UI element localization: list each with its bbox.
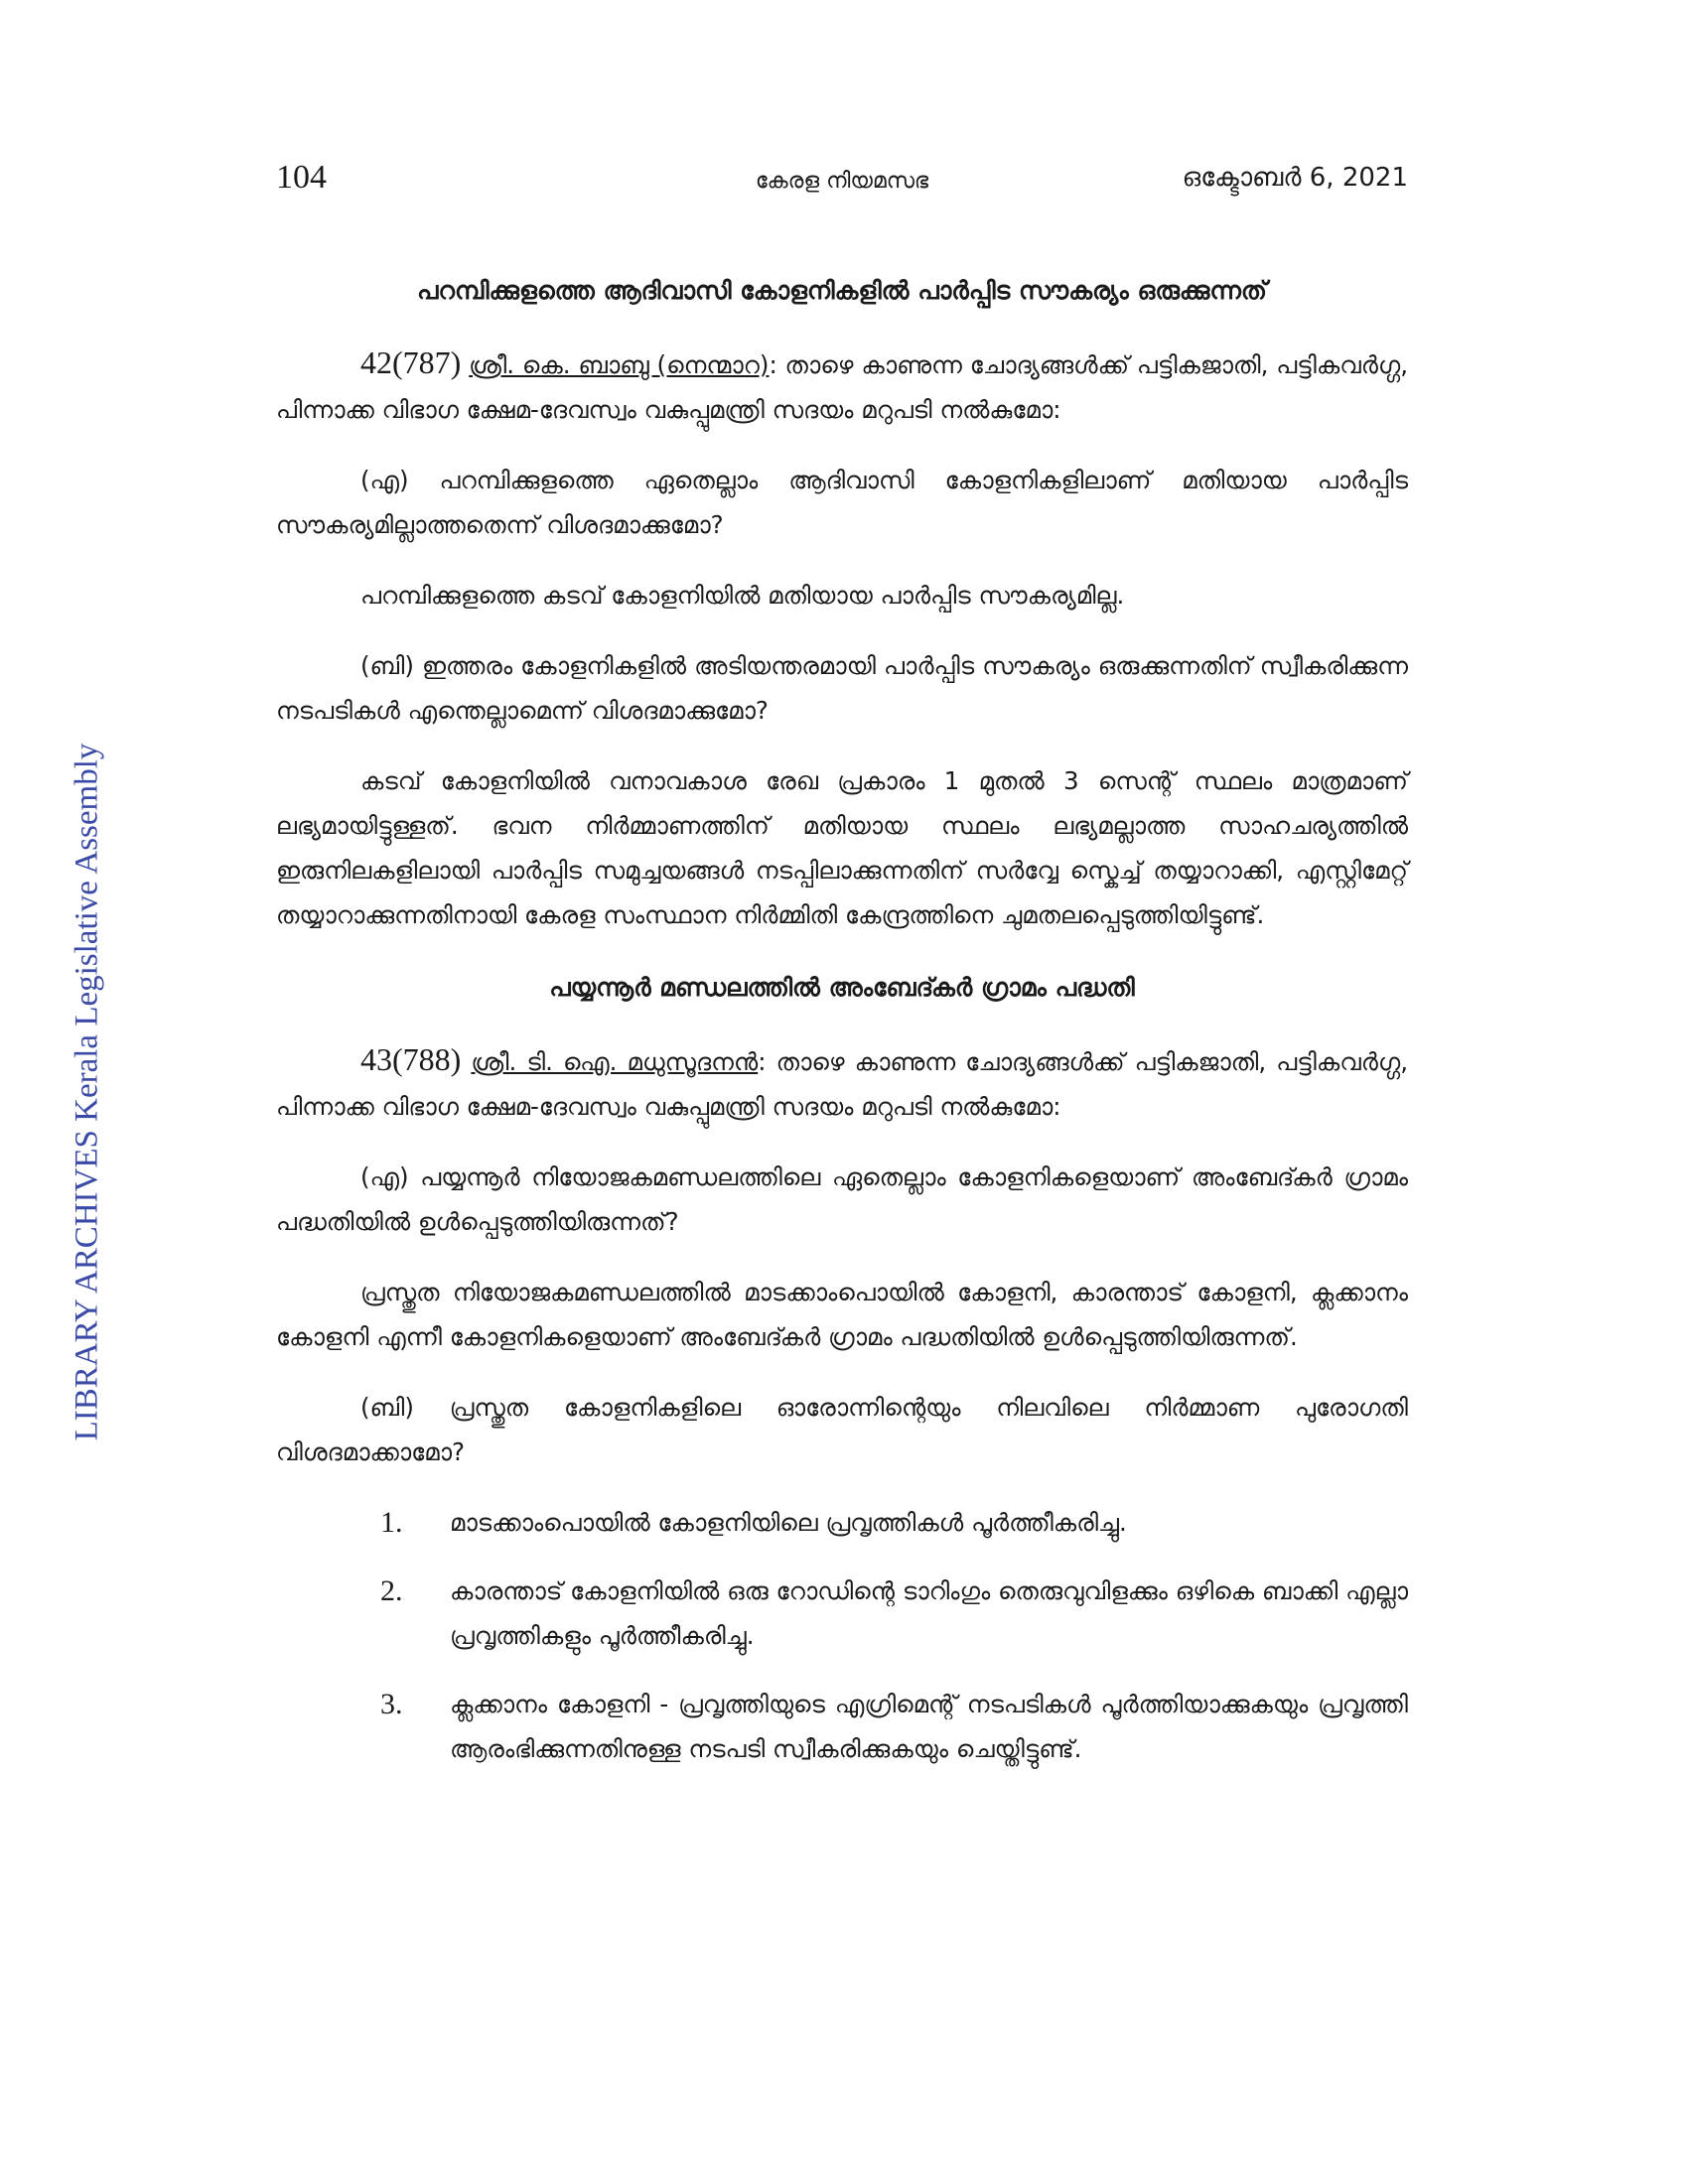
question-43-part-a: (എ) പയ്യന്നൂർ നിയോജകമണ്ഡലത്തിലെ ഏതെല്ലാം കോളനികളെയാണ് അംബേദ്കർ ഗ്രാമം പദ്ധതിയിൽ ഉൾപ്പെടുത്തിയിരുന്നത്? — [276, 1162, 1408, 1236]
archive-watermark: LIBRARY ARCHIVES Kerala Legislative Assembly — [69, 743, 105, 1441]
list-item-text: ക്ലക്കാനം കോളനി - പ്രവൃത്തിയുടെ എഗ്രിമെന്റ് നടപടികൾ പൂർത്തിയാക്കുകയും പ്രവൃത്തി ആരംഭിക്കുന്നതിനുള്ള നടപടി സ്വീകരിക്കുകയും ചെയ്തിട്ടുണ്ട്. — [450, 1690, 1408, 1763]
list-item-number: 2. — [380, 1574, 403, 1607]
question-42-title: പറമ്പിക്കുളത്തെ ആദിവാസി കോളനികളിൽ പാർപ്പിട സൗകര്യം ഒരുക്കുന്നത് — [417, 276, 1267, 305]
question-42-member: ശ്രീ. കെ. ബാബു (നെന്മാറ) — [469, 350, 770, 379]
list-item — [380, 1682, 1408, 1771]
question-43-intro-text: : താഴെ കാണുന്ന ചോദ്യങ്ങൾക്ക് പട്ടികജാതി, പട്ടികവർഗ്ഗ, പിന്നാക്ക വിഭാഗ ക്ഷേമ-ദേവസ്വം വകുപ്പുമന്ത്രി സദയം മറുപടി നൽകുമോ: — [276, 1047, 1408, 1121]
list-item-number: 1. — [380, 1506, 403, 1539]
list-item-number: 3. — [380, 1688, 403, 1720]
question-42-number: 42(787) — [360, 344, 462, 380]
question-43-intro — [276, 1037, 1408, 1129]
document-body — [276, 268, 1408, 1795]
question-43-part-b: (ബി) പ്രസ്തുത കോളനികളിലെ ഓരോന്നിന്റെയും നിലവിലെ നിർമ്മാണ പുരോഗതി വിശദമാക്കാമോ? — [276, 1393, 1408, 1466]
answer-42-part-b: കടവ് കോളനിയിൽ വനാവകാശ രേഖ പ്രകാരം 1 മുതൽ 3 സെന്റ് സ്ഥലം മാത്രമാണ് ലഭ്യമായിട്ടുള്ളത്. ഭവന നിർമ്മാണത്തിന് മതിയായ സ്ഥലം ലഭ്യമല്ലാത്ത സാഹചര്യത്തിൽ ഇരുനിലകളിലായി പാർപ്പിട സമുച്ചയങ്ങൾ നടപ്പിലാക്കുന്നതിന് സർവ്വേ സ്കെച്ച് തയ്യാറാക്കി, എസ്റ്റിമേറ്റ് തയ്യാറാക്കുന്നതിനായി കേരള സംസ്ഥാന നിർമ്മിതി കേന്ദ്രത്തിനെ ചുമതലപ്പെടുത്തിയിട്ടുണ്ട്. — [276, 766, 1408, 929]
question-42-intro — [276, 341, 1408, 432]
list-item — [380, 1500, 1408, 1545]
question-43-title: പയ്യന്നൂർ മണ്ഡലത്തിൽ അംബേദ്കർ ഗ്രാമം പദ്ധതി — [549, 973, 1135, 1002]
answer-42-part-a: പറമ്പിക്കുളത്തെ കടവ് കോളനിയിൽ മതിയായ പാർപ്പിട സൗകര്യമില്ല. — [360, 581, 1125, 610]
list-item — [380, 1569, 1408, 1658]
page-header — [276, 159, 1408, 208]
question-42-part-b: (ബി) ഇത്തരം കോളനികളിൽ അടിയന്തരമായി പാർപ്പിട സൗകര്യം ഒരുക്കുന്നതിന് സ്വീകരിക്കുന്ന നടപടികൾ എന്തെല്ലാമെന്ന് വിശദമാക്കുമോ? — [276, 651, 1408, 725]
page-number: 104 — [276, 159, 327, 196]
question-43-number: 43(788) — [360, 1041, 462, 1077]
answer-43-part-b-list — [380, 1500, 1408, 1771]
question-43-member: ശ്രീ. ടി. ഐ. മധുസൂദനൻ — [471, 1047, 759, 1076]
running-title: കേരള നിയമസഭ — [755, 169, 929, 194]
header-date: ഒക്ടോബർ 6, 2021 — [1182, 163, 1408, 193]
list-item-text: കാരന്താട് കോളനിയിൽ ഒരു റോഡിന്റെ ടാറിംഗും തെരുവുവിളക്കും ഒഴികെ ബാക്കി എല്ലാ പ്രവൃത്തികളും പൂർത്തീകരിച്ചു. — [450, 1576, 1408, 1650]
list-item-text: മാടക്കാംപൊയിൽ കോളനിയിലെ പ്രവൃത്തികൾ പൂർത്തീകരിച്ചു. — [450, 1508, 1127, 1537]
answer-43-part-a: പ്രസ്തുത നിയോജകമണ്ഡലത്തിൽ മാടക്കാംപൊയിൽ കോളനി, കാരന്താട് കോളനി, ക്ലക്കാനം കോളനി എന്നീ കോളനികളെയാണ് അംബേദ്കർ ഗ്രാമം പദ്ധതിയിൽ ഉൾപ്പെടുത്തിയിരുന്നത്. — [276, 1278, 1408, 1351]
question-42-part-a: (എ) പറമ്പിക്കുളത്തെ ഏതെല്ലാം ആദിവാസി കോളനികളിലാണ് മതിയായ പാർപ്പിട സൗകര്യമില്ലാത്തതെന്ന് വിശദമാക്കുമോ? — [276, 466, 1408, 539]
question-42-intro-text: : താഴെ കാണുന്ന ചോദ്യങ്ങൾക്ക് പട്ടികജാതി, പട്ടികവർഗ്ഗ, പിന്നാക്ക വിഭാഗ ക്ഷേമ-ദേവസ്വം വകുപ്പുമന്ത്രി സദയം മറുപടി നൽകുമോ: — [276, 350, 1408, 424]
